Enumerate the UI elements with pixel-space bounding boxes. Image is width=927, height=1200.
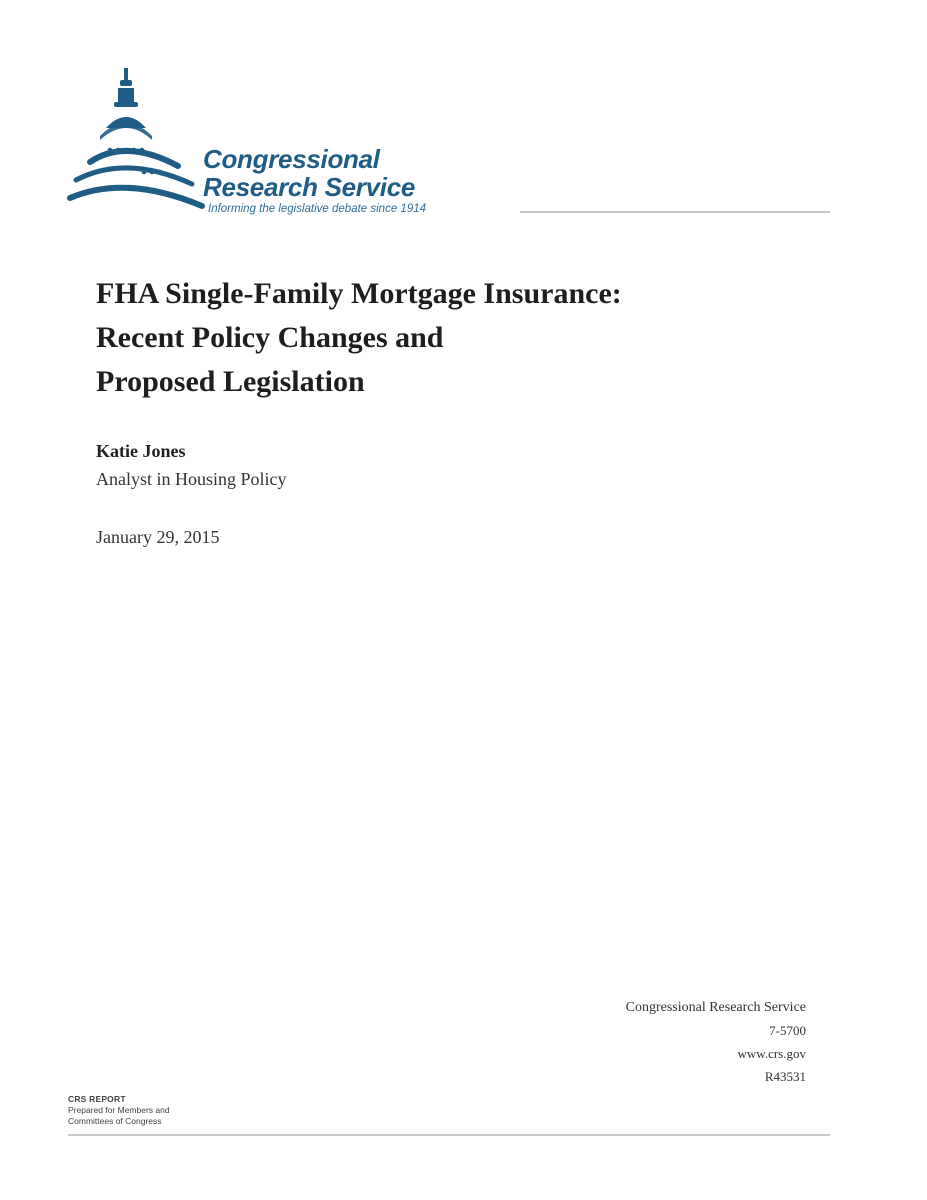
- info-report-number: R43531: [764, 1069, 806, 1084]
- header-divider: [520, 211, 830, 213]
- author-name: Katie Jones: [96, 441, 186, 461]
- crs-report-line-2: Prepared for Members and: [68, 1105, 170, 1115]
- footer-divider: [68, 1134, 830, 1136]
- title-line-3: Proposed Legislation: [96, 365, 365, 398]
- capitol-dome-icon: [66, 66, 206, 216]
- brand-tagline: Informing the legislative debate since 1914: [208, 203, 427, 215]
- info-code: 7-5700: [769, 1023, 806, 1038]
- brand-line-1: Congressional: [203, 144, 380, 174]
- crs-report-heading: CRS REPORT: [68, 1094, 126, 1104]
- report-title: [96, 272, 856, 404]
- author-role: Analyst in Housing Policy: [96, 469, 287, 489]
- title-line-1: FHA Single-Family Mortgage Insurance:: [96, 277, 622, 310]
- crs-report-label: [68, 1094, 170, 1127]
- report-date: January 29, 2015: [96, 527, 220, 547]
- crs-brand-name: [203, 145, 415, 201]
- info-organization: Congressional Research Service: [625, 1000, 806, 1015]
- info-website: www.crs.gov: [737, 1046, 806, 1061]
- brand-line-2: Research Service: [203, 172, 416, 202]
- title-line-2: Recent Policy Changes and: [96, 321, 444, 354]
- crs-report-line-3: Committees of Congress: [68, 1116, 162, 1126]
- report-info-block: [626, 996, 806, 1088]
